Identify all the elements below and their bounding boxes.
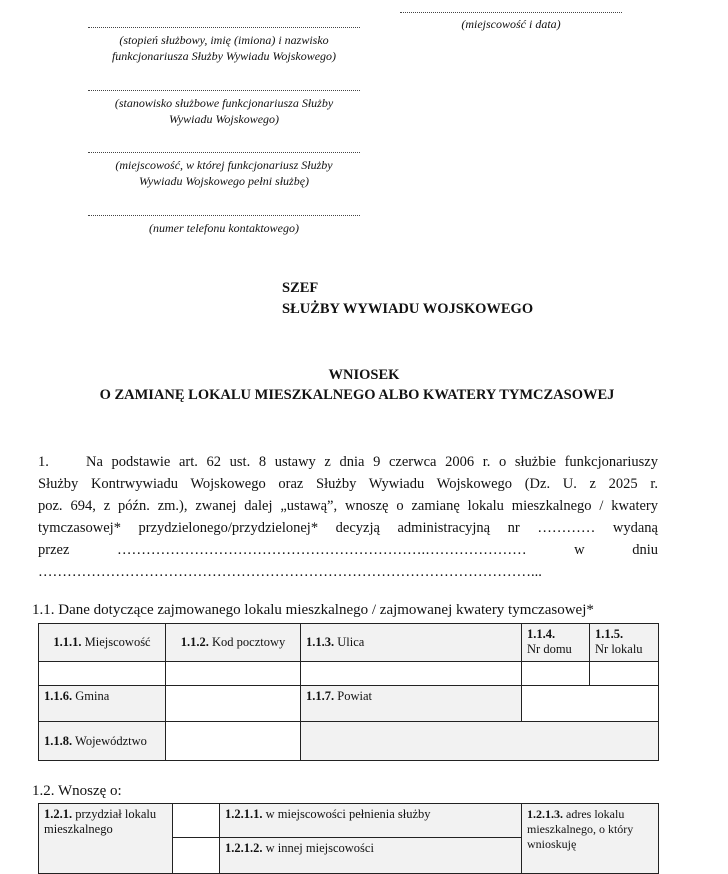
label-w-miejscowosci-sluzby: 1.2.1.1. w miejscowości pełnienia służby (220, 804, 522, 838)
label-wojewodztwo: 1.1.8. Województwo (39, 722, 166, 761)
name-caption: (stopień służbowy, imię (imiona) i nazwisko funkcjonariusza Służby Wywiadu Wojskowego) (111, 33, 337, 63)
section-1-1-title: 1.1. Dane dotyczące zajmowanego lokalu mieszkalnego / zajmowanej kwatery tymczasowej* (32, 602, 594, 618)
powiat-input[interactable] (522, 686, 659, 722)
empty-shaded-cell (301, 722, 659, 761)
header-ulica: 1.1.3. Ulica (301, 624, 522, 662)
service-location-caption: (miejscowość, w której funkcjonariusz Służby Wywiadu Wojskowego pełni służbę) (115, 158, 333, 188)
label-przydzial-lokalu: 1.2.1. przydział lokalu mieszkalnego (39, 804, 173, 874)
nr-lokalu-input[interactable] (590, 662, 659, 686)
service-location-field-line[interactable] (88, 152, 360, 153)
document-title: WNIOSEK (328, 367, 400, 383)
name-field-line[interactable] (88, 27, 360, 28)
section-1-2-title: 1.2. Wnoszę o: (32, 783, 122, 799)
nr-domu-input[interactable] (522, 662, 590, 686)
gmina-input[interactable] (166, 686, 301, 722)
paragraph-number: 1. (38, 454, 49, 470)
occupied-dwelling-table (38, 623, 659, 761)
checkbox-w-miejscowosci-sluzby[interactable] (173, 804, 220, 838)
position-field-line[interactable] (88, 90, 360, 91)
date-field-line[interactable] (400, 12, 622, 13)
label-w-innej-miejscowosci: 1.2.1.2. w innej miejscowości (220, 838, 522, 874)
header-miejscowosc: 1.1.1. Miejscowość (39, 624, 166, 662)
label-powiat: 1.1.7. Powiat (301, 686, 522, 722)
document-subtitle: O ZAMIANĘ LOKALU MIESZKALNEGO ALBO KWATERY TYMCZASOWEJ (99, 387, 615, 403)
position-caption: (stanowisko służbowe funkcjonariusza Służby Wywiadu Wojskowego) (114, 96, 334, 126)
paragraph-1: 1. Na podstawie art. 62 ust. 8 ustawy z dnia 9 czerwca 2006 r. o służbie funkcjonariuszy Służby Kontrwywiadu Wojskowego oraz Służby Wywiadu Wojskowego (Dz. U. z 2025 r. poz. 694, z późn. zm.), zwanej dalej „ustawą”, wnoszę o zamianę lokalu mieszkalnego / kwatery tymczasowej* przydzielonego/przydzielonej* decyzją administracyjną nr ………… wydaną przez ……………………………………………………….………………… w dniu …………………………………………………………………………………………... (38, 451, 658, 583)
request-table (38, 803, 659, 874)
phone-caption: (numer telefonu kontaktowego) (149, 221, 299, 235)
header-nr-domu: 1.1.4. Nr domu (522, 624, 590, 662)
header-nr-lokalu: 1.1.5. Nr lokalu (590, 624, 659, 662)
addressee-line1: SZEF (282, 280, 319, 296)
miejscowosc-input[interactable] (39, 662, 166, 686)
phone-field-line[interactable] (88, 215, 360, 216)
label-adres-lokalu[interactable]: 1.2.1.3. adres lokalu mieszkalnego, o który wnioskuję (522, 804, 659, 874)
header-kod-pocztowy: 1.1.2. Kod pocztowy (166, 624, 301, 662)
addressee-line2: SŁUŻBY WYWIADU WOJSKOWEGO (282, 301, 534, 317)
kod-pocztowy-input[interactable] (166, 662, 301, 686)
ulica-input[interactable] (301, 662, 522, 686)
checkbox-w-innej-miejscowosci[interactable] (173, 838, 220, 874)
date-caption: (miejscowość i data) (461, 17, 561, 31)
label-gmina: 1.1.6. Gmina (39, 686, 166, 722)
wojewodztwo-input[interactable] (166, 722, 301, 761)
